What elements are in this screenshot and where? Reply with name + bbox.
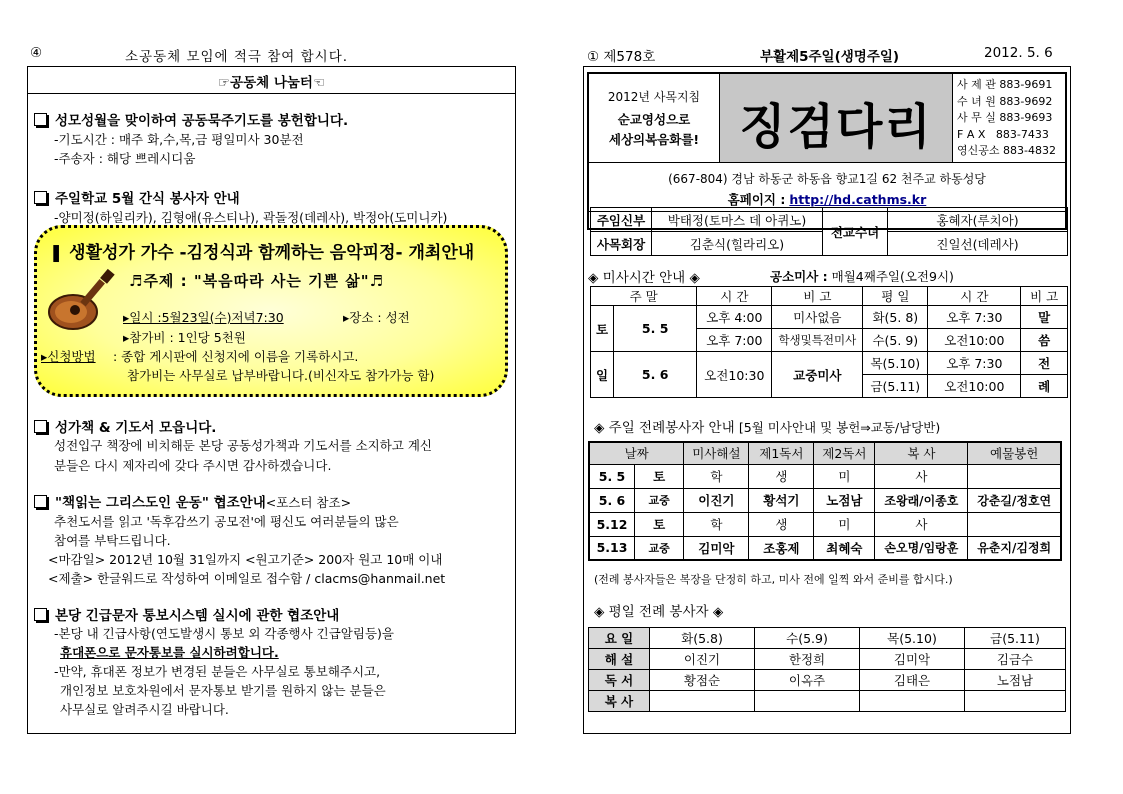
weekday-time: 오전10:00 [928, 375, 1021, 398]
guide-line: 세상의복음화를! [608, 132, 700, 147]
snack-line: -양미정(하일리카), 김형애(유스티나), 곽돌정(데레사), 박정아(도미니카) [54, 210, 448, 225]
liturgy-heading [594, 416, 940, 436]
section-snack-title [34, 187, 240, 207]
liturgy-type: 교중 [635, 488, 684, 512]
mass-header: 평 일 [863, 287, 928, 306]
gongso-mass [770, 267, 954, 285]
left-panel [27, 66, 516, 734]
weekday-liturgy-day: 화(5.8) [650, 628, 755, 649]
liturgy-cell [968, 512, 1061, 536]
contact-label: 영신공소 [957, 144, 1000, 157]
homepage-link[interactable]: http://hd.cathms.kr [789, 192, 927, 207]
table-row [589, 649, 1066, 670]
table-row [589, 488, 1061, 512]
rosary-line: -주송자 : 해당 쁘레시디움 [54, 151, 196, 166]
liturgy-date: 5. 6 [589, 488, 635, 512]
liturgy-cell: 사 [875, 464, 968, 488]
section-reading-text: "책읽는 그리스도인 운동" 협조안내 [55, 495, 266, 511]
checkbox-icon [34, 113, 47, 126]
liturgy-heading-text: ◈ 주일 전례봉사자 안내 [594, 420, 735, 436]
section-hymnal-title [34, 416, 216, 436]
liturgy-cell: 미 [814, 464, 875, 488]
concert-place: ▸장소 : 성전 [343, 310, 410, 325]
weekday-liturgy-cell: 황점순 [650, 670, 755, 691]
mass-time: 오후 7:00 [697, 329, 772, 352]
section-rosary-text: 성모성월을 맞이하여 공동묵주기도를 봉헌합니다. [55, 113, 349, 129]
liturgy-cell: 손오명/임랑훈 [875, 536, 968, 560]
contact-number: 883-7433 [995, 127, 1049, 141]
contact-label: 사 무 실 [957, 111, 996, 124]
weekday-liturgy-cell: 이옥주 [755, 670, 860, 691]
contact-label: 사 제 관 [957, 78, 996, 91]
table-row [589, 691, 1066, 712]
issue-date: 2012. 5. 6 [984, 45, 1053, 61]
guide-year: 2012년 사목지침 [607, 90, 701, 104]
mass-header: 시 간 [928, 287, 1021, 306]
concert-notice [34, 225, 508, 397]
issue-number: ① 제578호 [587, 49, 656, 65]
liturgy-note: (전례 봉사자들은 복장을 단정히 하고, 미사 전에 일찍 와서 준비를 합시다.) [594, 573, 953, 586]
pastoral-guide [589, 74, 720, 162]
hymnal-line: 분들은 다시 제자리에 갖다 주시면 감사하겠습니다. [54, 458, 332, 473]
logo-text: 징검다리 [739, 99, 933, 155]
weekday-liturgy-cell: 한정희 [755, 649, 860, 670]
weekday-liturgy-table [588, 627, 1066, 712]
banner-title: ☞공동체 나눔터☜ [217, 75, 326, 91]
mass-date: 5. 5 [614, 306, 697, 352]
liturgy-table [588, 441, 1062, 561]
sms-line: 개인정보 보호차원에서 문자통보 받기를 원하지 않는 분들은 [60, 683, 386, 698]
reading-line: <제출> 한글워드로 작성하여 이메일로 접수함 / clacms@hanmail.net [48, 571, 446, 586]
weekday-time: 오전10:00 [928, 329, 1021, 352]
weekday-note: 전 [1021, 352, 1068, 375]
section-reading-suffix: <포스터 참조> [265, 495, 352, 510]
liturgy-cell: 이진기 [684, 488, 749, 512]
weekday-note: 씀 [1021, 329, 1068, 352]
staff-label: 사목회장 [591, 232, 652, 256]
slogan: 소공동체 모임에 적극 참여 합시다. [125, 49, 349, 65]
gongso-label: 공소미사 : [770, 269, 828, 284]
liturgy-cell: 사 [875, 512, 968, 536]
mass-day: 일 [591, 352, 614, 398]
mass-note: 학생및특전미사 [772, 329, 863, 352]
section-hymnal-text: 성가책 & 기도서 모읍니다. [55, 420, 217, 436]
liturgy-cell: 생 [749, 512, 814, 536]
weekday-liturgy-cell: 김태은 [860, 670, 965, 691]
contact-number: 883-9692 [999, 94, 1053, 108]
hymnal-line: 성전입구 책장에 비치해둔 본당 공동성가책과 기도서를 소지하고 계신 [54, 438, 432, 453]
weekday-liturgy-label: 해 설 [589, 649, 650, 670]
mass-day: 토 [591, 306, 614, 352]
liturgy-cell: 생 [749, 464, 814, 488]
liturgy-cell: 유춘지/김정희 [968, 536, 1061, 560]
weekday: 화(5. 8) [863, 306, 928, 329]
concert-date-text: ▸일시 :5월23일(수)저녁7:30 [123, 310, 284, 325]
liturgy-cell: 김미악 [684, 536, 749, 560]
liturgy-cell [968, 464, 1061, 488]
contact-row [957, 94, 1056, 111]
church-address: (667-804) 경남 하동군 하동읍 향교1길 62 천주교 하동성당 [668, 172, 986, 186]
divider [589, 162, 1065, 163]
sms-line: -본당 내 긴급사항(연도발생시 통보 외 각종행사 긴급알림등)을 [54, 626, 394, 641]
section-snack-text: 주일학교 5월 간식 봉사자 안내 [55, 191, 240, 207]
contact-number: 883-4832 [1003, 144, 1056, 157]
weekday-liturgy-day: 목(5.10) [860, 628, 965, 649]
liturgy-header: 제1독서 [749, 442, 814, 464]
mass-note: 미사없음 [772, 306, 863, 329]
liturgy-header: 날짜 [589, 442, 684, 464]
sms-line: 사무실로 알려주시길 바랍니다. [60, 702, 229, 717]
section-sms-title [34, 604, 339, 624]
contact-row [957, 143, 1056, 160]
liturgy-header: 복 사 [875, 442, 968, 464]
section-rosary-title [34, 109, 348, 129]
community-banner [28, 67, 515, 94]
liturgy-cell: 최혜숙 [814, 536, 875, 560]
newsletter-logo [720, 74, 952, 162]
weekday-liturgy-day: 수(5.9) [755, 628, 860, 649]
liturgy-cell: 조왕래/이종호 [875, 488, 968, 512]
mass-heading: ◈ 미사시간 안내 ◈ [588, 270, 700, 286]
weekday-liturgy-day: 금(5.11) [965, 628, 1066, 649]
checkbox-icon [34, 495, 47, 508]
gongso-value: 매월4째주일(오전9시) [831, 269, 954, 284]
sms-line: -만약, 휴대폰 정보가 변경된 분들은 사무실로 통보해주시고, [54, 664, 381, 679]
liturgy-cell: 미 [814, 512, 875, 536]
concert-theme: ♬주제 : "복음따라 사는 기쁜 삶"♬ [129, 272, 385, 290]
liturgy-date: 5.13 [589, 536, 635, 560]
weekday-liturgy-label: 복 사 [589, 691, 650, 712]
liturgy-header: 예물봉헌 [968, 442, 1061, 464]
bullet-icon: ❚ [49, 243, 70, 263]
right-panel [583, 66, 1071, 734]
mandolin-icon [41, 268, 119, 334]
contact-list [952, 74, 1066, 162]
weekday-liturgy-heading: ◈ 평일 전례 봉사자 ◈ [594, 604, 724, 620]
weekday-liturgy-cell [860, 691, 965, 712]
concert-apply-text: : 종합 게시판에 신청지에 이름을 기록하시고. [113, 349, 359, 364]
homepage [589, 190, 1065, 208]
weekday-liturgy-cell: 이진기 [650, 649, 755, 670]
liturgy-type: 교중 [635, 536, 684, 560]
liturgy-header: 제2독서 [814, 442, 875, 464]
table-row [589, 536, 1061, 560]
sms-line-emphasis: 휴대폰으로 문자통보를 실시하려합니다. [60, 645, 279, 660]
liturgy-cell: 조홍제 [749, 536, 814, 560]
staff-table [590, 207, 1068, 256]
contact-label: F A X [957, 127, 986, 141]
table-row [589, 512, 1061, 536]
contact-row [957, 110, 1056, 127]
checkbox-icon [34, 608, 47, 621]
checkbox-icon [34, 420, 47, 433]
rosary-line: -기도시간 : 매주 화,수,목,금 평일미사 30분전 [54, 132, 304, 147]
contact-label: 수 녀 원 [957, 94, 996, 108]
table-row [589, 464, 1061, 488]
liturgy-cell: 노점남 [814, 488, 875, 512]
weekday-note: 례 [1021, 375, 1068, 398]
reading-line: <마감일> 2012년 10월 31일까지 <원고기준> 200자 원고 10매 이내 [48, 552, 443, 567]
contact-number: 883-9691 [999, 78, 1053, 91]
mass-header: 주 말 [591, 287, 697, 306]
contact-row [957, 77, 1056, 94]
weekday-liturgy-cell [755, 691, 860, 712]
mass-date: 5. 6 [614, 352, 697, 398]
weekday-liturgy-cell: 김금수 [965, 649, 1066, 670]
weekday-liturgy-cell: 김미악 [860, 649, 965, 670]
contact-number: 883-9693 [999, 111, 1053, 124]
weekday-note: 말 [1021, 306, 1068, 329]
mass-note: 교중미사 [772, 352, 863, 398]
staff-name: 박태정(토마스 데 아퀴노) [652, 208, 823, 232]
weekday-time: 오후 7:30 [928, 352, 1021, 375]
mass-table [590, 286, 1068, 398]
liturgy-date: 5. 5 [589, 464, 635, 488]
mass-time: 오전10:30 [697, 352, 772, 398]
liturgy-cell: 학 [684, 512, 749, 536]
weekday-liturgy-label: 독 서 [589, 670, 650, 691]
concert-title [49, 238, 474, 263]
section-reading-title [34, 491, 351, 511]
staff-name: 홍혜자(루치아) [888, 208, 1068, 232]
section-sms-text: 본당 긴급문자 통보시스템 실시에 관한 협조안내 [55, 608, 340, 624]
mass-time: 오후 4:00 [697, 306, 772, 329]
liturgy-type: 토 [635, 512, 684, 536]
liturgy-cell: 강춘길/정호연 [968, 488, 1061, 512]
staff-label: 전교수녀 [823, 208, 888, 256]
mass-header: 비 고 [1021, 287, 1068, 306]
weekday-liturgy-cell [650, 691, 755, 712]
weekday-time: 오후 7:30 [928, 306, 1021, 329]
weekday-liturgy-cell: 노점남 [965, 670, 1066, 691]
staff-name: 김춘식(힐라리오) [652, 232, 823, 256]
homepage-label: 홈페이지 : [727, 192, 786, 207]
concert-title-text: 생활성가 가수 -김정식과 함께하는 음악피정- 개최안내 [69, 243, 475, 263]
guide-line: 순교영성으로 [617, 112, 691, 127]
table-row [589, 670, 1066, 691]
liturgy-header: 미사해설 [684, 442, 749, 464]
liturgy-cell: 황석기 [749, 488, 814, 512]
sunday-title: 부활제5주일(생명주일) [760, 49, 900, 65]
staff-name: 진일선(데레사) [888, 232, 1068, 256]
liturgy-date: 5.12 [589, 512, 635, 536]
weekday: 수(5. 9) [863, 329, 928, 352]
weekday: 금(5.11) [863, 375, 928, 398]
concert-apply-text: 참가비는 사무실로 납부바랍니다.(비신자도 참가가능 함) [127, 368, 435, 383]
concert-fee: ▸참가비 : 1인당 5천원 [123, 330, 246, 345]
reading-line: 참여를 부탁드립니다. [54, 533, 171, 548]
contact-lines [957, 77, 1056, 160]
page-number-left: ④ [30, 45, 43, 61]
contact-row [957, 127, 1056, 144]
weekday-liturgy-label: 요 일 [589, 628, 650, 649]
weekday: 목(5.10) [863, 352, 928, 375]
liturgy-type: 토 [635, 464, 684, 488]
staff-label: 주임신부 [591, 208, 652, 232]
liturgy-cell: 학 [684, 464, 749, 488]
mass-header: 비 고 [772, 287, 863, 306]
checkbox-icon [34, 191, 47, 204]
weekday-liturgy-cell [965, 691, 1066, 712]
reading-line: 추천도서를 읽고 '독후감쓰기 공모전'에 평신도 여러분들의 많은 [54, 514, 399, 529]
concert-date [123, 308, 284, 326]
mass-header: 시 간 [697, 287, 772, 306]
concert-apply-label: ▸신청방법 [41, 349, 96, 364]
liturgy-heading-note: [5월 미사안내 및 봉헌⇒교동/남당반) [738, 420, 941, 435]
